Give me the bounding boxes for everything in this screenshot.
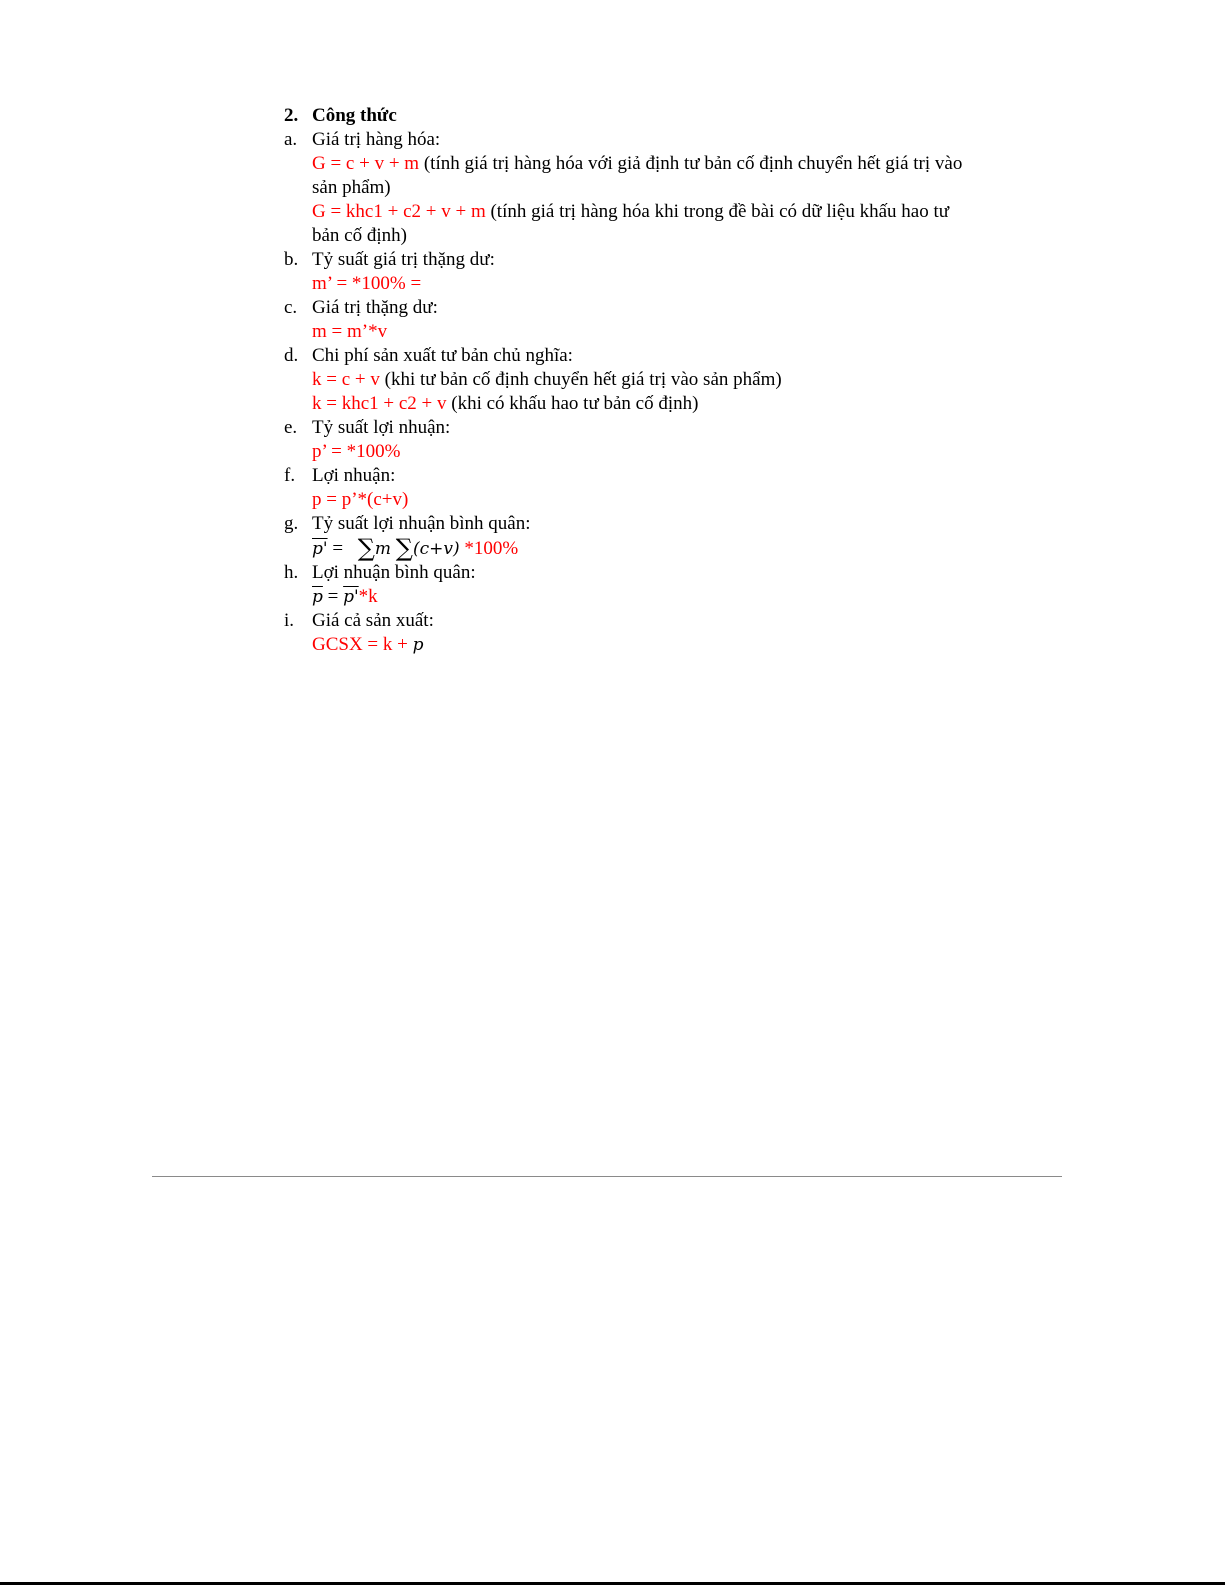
formula-line: [312, 585, 964, 609]
list-item-h: [284, 561, 964, 609]
item-label: Lợi nhuận:: [312, 465, 396, 486]
list-item-c: [284, 296, 964, 344]
list-item-g: [284, 512, 964, 561]
formula-section: [284, 104, 964, 657]
item-label: Lợi nhuận bình quân:: [312, 562, 476, 583]
formula: G = khc1 + c2 + v + m: [312, 201, 486, 222]
formula-note: (khi có khấu hao tư bản cố định): [446, 393, 699, 414]
list-marker: d.: [284, 345, 299, 366]
list-marker: c.: [284, 297, 298, 318]
formula-note: (tính giá trị hàng hóa khi trong đề bài có dữ liệu khấu hao tư bản cố định): [312, 201, 950, 246]
list-item-body: [312, 512, 964, 561]
sum-symbol: ∑: [395, 534, 413, 562]
formula-line: [312, 272, 964, 296]
formula-note: (tính giá trị hàng hóa với giả định tư bản cố định chuyển hết giá trị vào sản phẩm): [312, 153, 963, 198]
avg-profit-symbol: p: [412, 635, 424, 655]
list-marker: b.: [284, 249, 299, 270]
formula: GCSX = k +: [312, 634, 413, 655]
item-label: Tỷ suất lợi nhuận bình quân:: [312, 513, 531, 534]
equals-sign: =: [322, 586, 344, 607]
list-marker: f.: [284, 465, 296, 486]
formula-line: [312, 536, 964, 561]
percent-factor: *100%: [464, 538, 519, 559]
formula: p = p’*(c+v): [312, 489, 409, 510]
list-item-body: [312, 344, 964, 416]
list-item-b: [284, 248, 964, 296]
equals-sign: =: [327, 538, 348, 559]
avg-profit-symbol: $\overline{p}$: [312, 587, 323, 607]
formula: k = c + v: [312, 369, 380, 390]
heading-title: Công thức: [312, 105, 397, 126]
formula-line: [312, 320, 964, 344]
formula-note: (khi tư bản cố định chuyển hết giá trị vào sản phẩm): [379, 369, 782, 390]
formula-line: [312, 392, 964, 416]
list-marker: a.: [284, 129, 298, 150]
formula: G = c + v + m: [312, 153, 420, 174]
formula: k = khc1 + c2 + v: [312, 393, 447, 414]
page-divider: [152, 1176, 1062, 1177]
list-marker: g.: [284, 513, 299, 534]
list-item-body: [312, 464, 964, 512]
formula: m = m’*v: [312, 321, 388, 342]
formula: p’ = *100%: [312, 441, 401, 462]
list-item-i: [284, 609, 964, 657]
sum-symbol: ∑: [357, 534, 375, 562]
list-item-f: [284, 464, 964, 512]
list-marker: e.: [284, 417, 298, 438]
formula-line: [312, 368, 964, 392]
formula-line: [312, 633, 964, 657]
list-item-e: [284, 416, 964, 464]
formula-line: [312, 488, 964, 512]
item-label: Giá trị hàng hóa:: [312, 129, 441, 150]
list-item-body: [312, 561, 964, 609]
list-item-body: [312, 248, 964, 296]
formula-line: [312, 152, 964, 200]
list-item-body: [312, 128, 964, 248]
item-label: Tỷ suất lợi nhuận:: [312, 417, 451, 438]
heading-number: 2.: [284, 105, 299, 126]
section-heading: [284, 104, 964, 128]
formula-line: [312, 440, 964, 464]
list-marker: h.: [284, 562, 299, 583]
math-expression: (c+v): [412, 539, 460, 559]
list-item-a: [284, 128, 964, 248]
avg-rate-symbol: p': [343, 587, 359, 607]
formula-line: [312, 200, 964, 248]
list-item-body: [312, 296, 964, 344]
list-item-d: [284, 344, 964, 416]
formula: m’ = *100% =: [312, 273, 422, 294]
avg-rate-symbol: p': [312, 539, 328, 559]
math-variable: m: [374, 539, 392, 559]
item-label: Chi phí sản xuất tư bản chủ nghĩa:: [312, 345, 573, 366]
formula: *k: [358, 586, 378, 607]
item-label: Tỷ suất giá trị thặng dư:: [312, 249, 495, 270]
list-marker: i.: [284, 610, 295, 631]
item-label: Giá trị thặng dư:: [312, 297, 438, 318]
list-item-body: [312, 609, 964, 657]
list-item-body: [312, 416, 964, 464]
item-label: Giá cả sản xuất:: [312, 610, 434, 631]
